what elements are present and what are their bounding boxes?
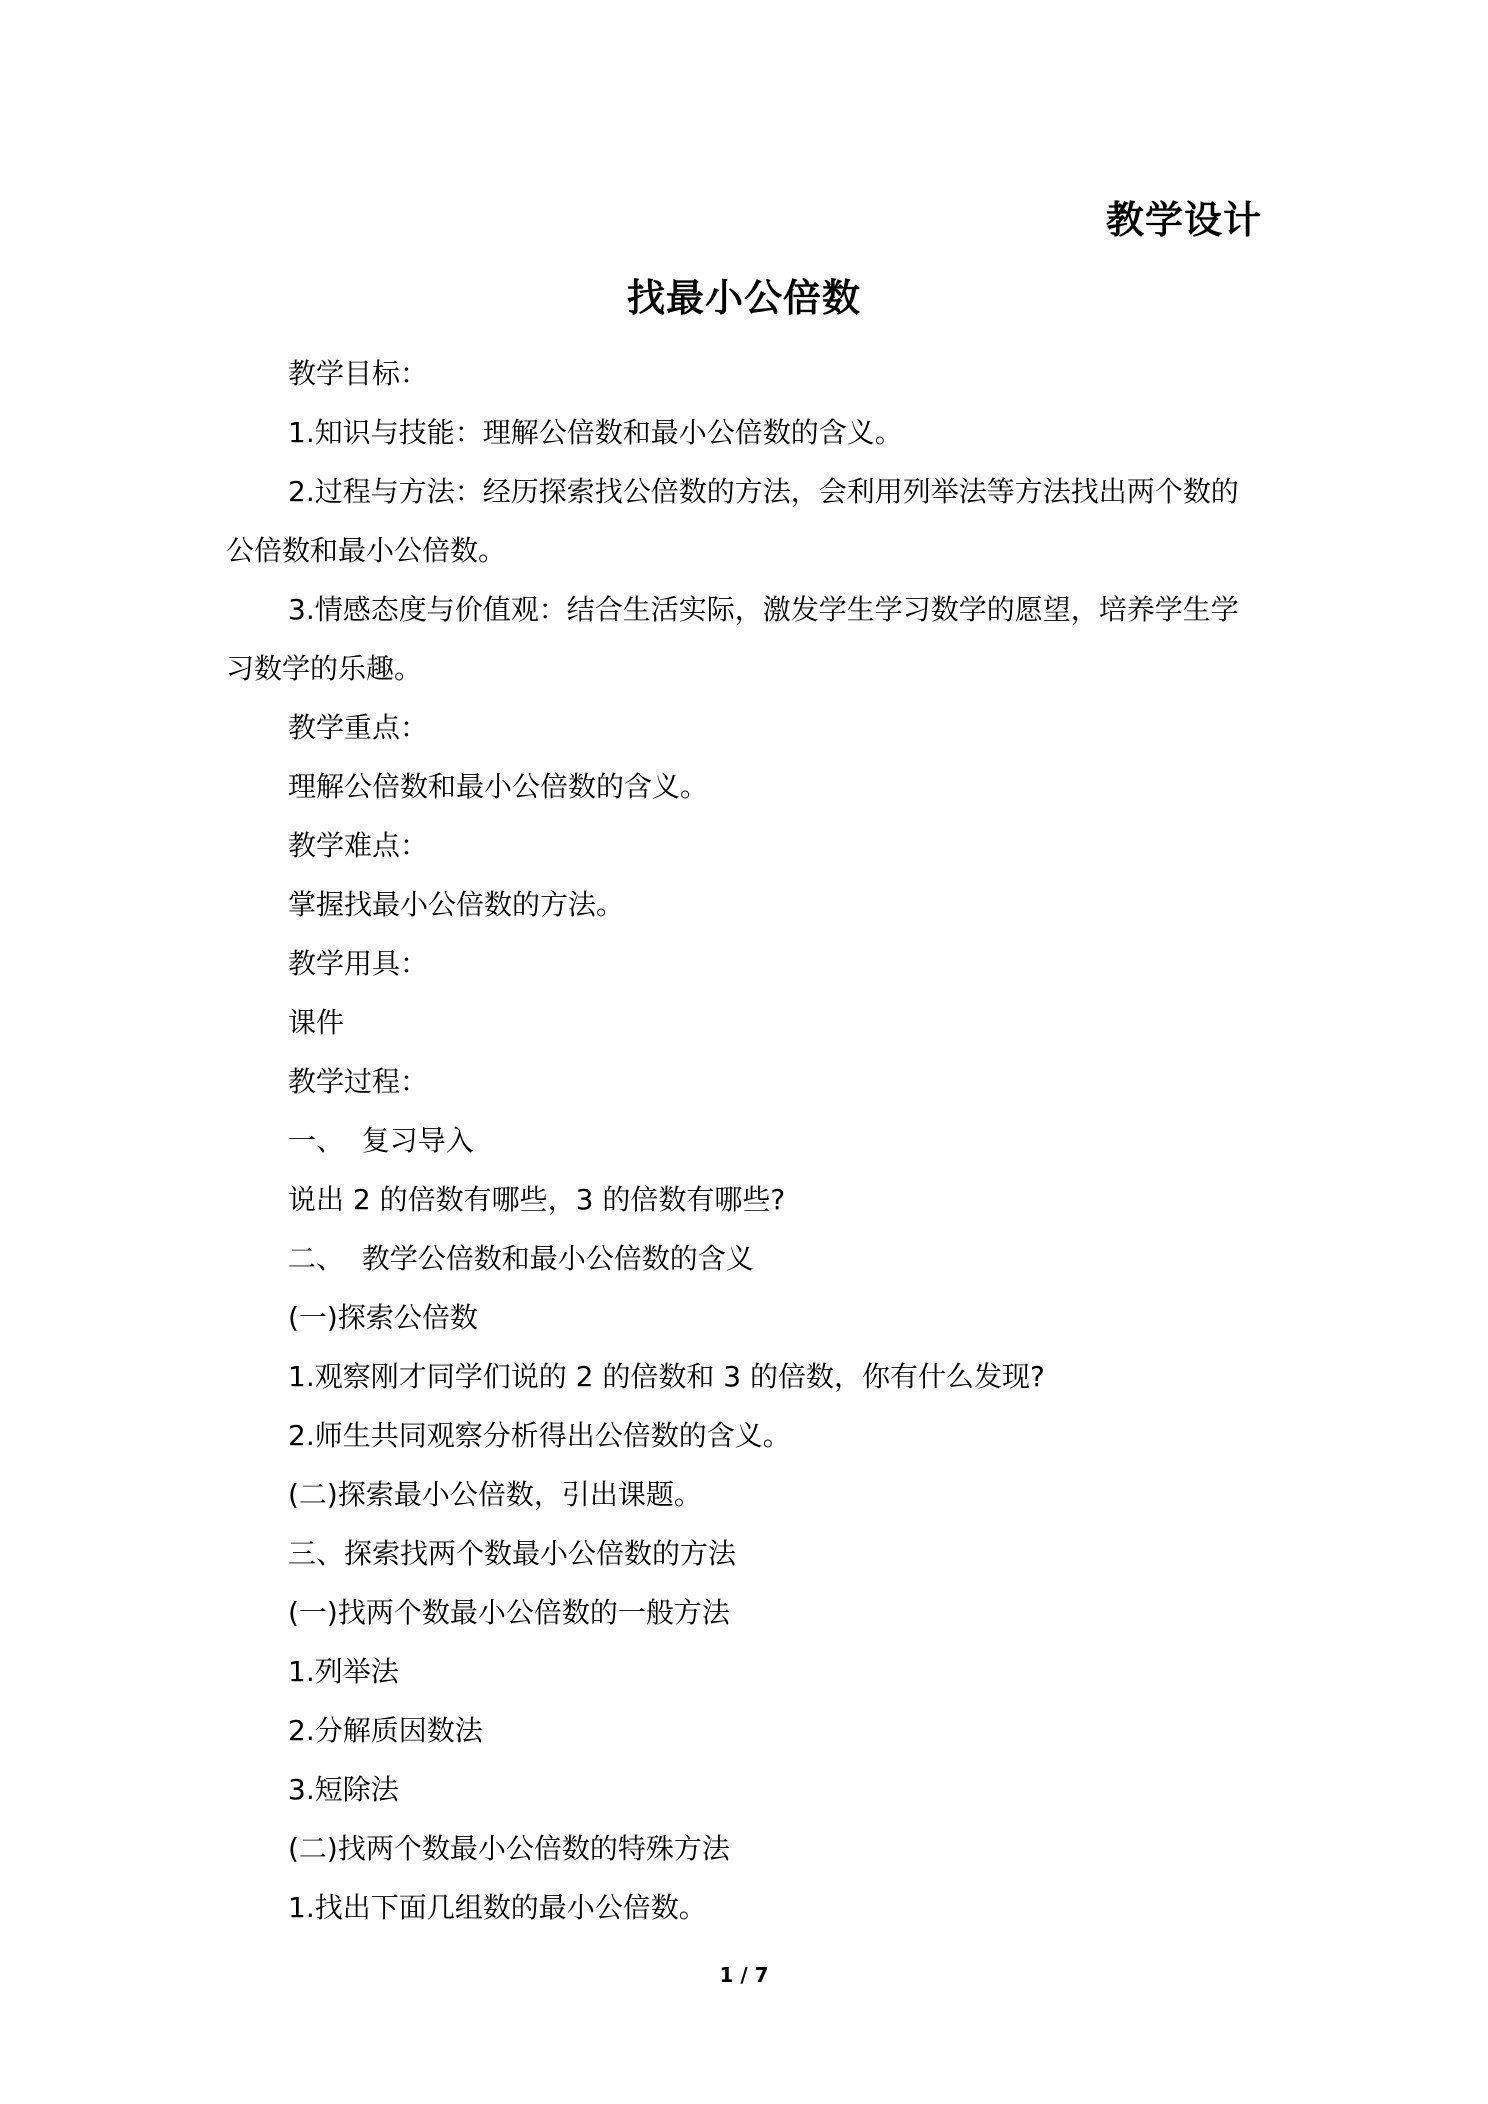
paragraph-method-2: 2.分解质因数法 — [288, 1714, 483, 1747]
paragraph-section-2-sub-1: (一)探索公倍数 — [288, 1301, 478, 1334]
paragraph-section-3-sub-2: (二)找两个数最小公倍数的特殊方法 — [288, 1832, 730, 1865]
page-number: 1 / 7 — [719, 1963, 769, 1987]
paragraph-key-points: 理解公倍数和最小公倍数的含义。 — [288, 770, 709, 803]
paragraph-tools-heading: 教学用具： — [288, 947, 429, 980]
paragraph-section-1: 一、 复习导入 — [288, 1124, 474, 1157]
paragraph-objective-1: 1.知识与技能：理解公倍数和最小公倍数的含义。 — [288, 416, 903, 449]
paragraph-objectives-heading: 教学目标： — [288, 357, 429, 390]
paragraph-section-3-sub-1: (一)找两个数最小公倍数的一般方法 — [288, 1596, 730, 1629]
paragraph-tools: 课件 — [288, 1006, 345, 1039]
paragraph-section-2-item-2: 2.师生共同观察分析得出公倍数的含义。 — [288, 1419, 791, 1452]
paragraph-section-2-sub-2: (二)探索最小公倍数，引出课题。 — [288, 1478, 702, 1511]
paragraph-method-1: 1.列举法 — [288, 1655, 399, 1688]
document-body — [226, 344, 1262, 1937]
paragraph-difficulties-heading: 教学难点： — [288, 829, 429, 862]
paragraph-exercise-1: 1.找出下面几组数的最小公倍数。 — [288, 1891, 707, 1924]
paragraph-objective-2: 2.过程与方法：经历探索找公倍数的方法，会利用列举法等方法找出两个数的公倍数和最小公倍数。 — [226, 475, 1239, 567]
paragraph-difficulties: 掌握找最小公倍数的方法。 — [288, 888, 625, 921]
document-header-label: 教学设计 — [1105, 198, 1262, 242]
paragraph-section-3: 三、探索找两个数最小公倍数的方法 — [288, 1537, 737, 1570]
paragraph-process-heading: 教学过程： — [288, 1065, 429, 1098]
paragraph-section-2-item-1: 1.观察刚才同学们说的 2 的倍数和 3 的倍数，你有什么发现? — [288, 1360, 1045, 1393]
paragraph-section-1-body: 说出 2 的倍数有哪些，3 的倍数有哪些? — [288, 1183, 786, 1216]
paragraph-key-points-heading: 教学重点： — [288, 711, 429, 744]
paragraph-section-2: 二、 教学公倍数和最小公倍数的含义 — [288, 1242, 754, 1275]
paragraph-method-3: 3.短除法 — [288, 1773, 399, 1806]
paragraph-objective-3: 3.情感态度与价值观：结合生活实际，激发学生学习数学的愿望，培养学生学习数学的乐趣。 — [226, 593, 1239, 685]
document-title: 找最小公倍数 — [626, 276, 861, 320]
